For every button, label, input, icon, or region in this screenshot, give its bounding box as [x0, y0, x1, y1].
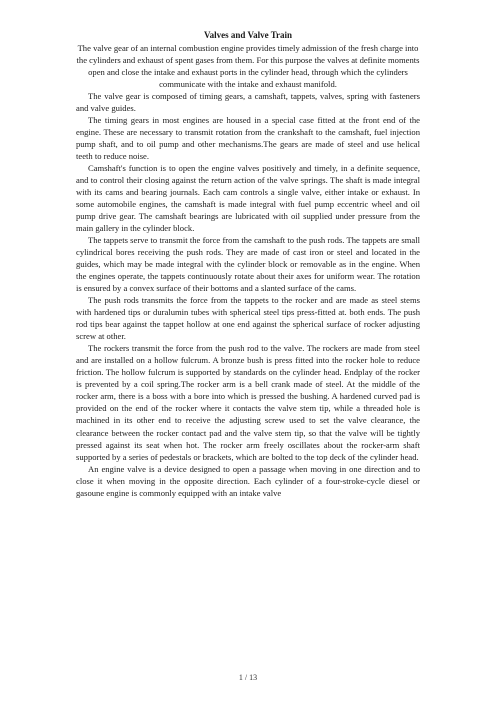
document-body [76, 29, 420, 499]
paragraph-tappets: The tappets serve to transmit the force from the camshaft to the push rods. The tappets are small cylindrical bores receiving the push rods. They are made of cast iron or steel and located in the guides, which may be made integral with the cylinder block or removable as in the engine. When the engines operate, the tappets continuously rotate about their axes for uniform wear. The rotation is ensured by a convex surface of their bottoms and a slanted surface of the cams. [76, 235, 420, 294]
intro-paragraph: The valve gear of an internal combustion engine provides timely admission of the fresh charge into the cylinders and exhaust of spent gases from them. For this purpose the valves at definite moments open and close the intake and exhaust ports in the cylinder head, through which the cylinders communicate with the intake and exhaust manifold. [76, 43, 420, 90]
paragraph-push-rods: The push rods transmits the force from the tappets to the rocker and are made as steel stems with hardened tips or duralumin tubes with spherical steel tips press-fitted at. both ends. The push rod tips bear against the tappet hollow at one end against the spherical surface of rocker adjusting screw at other. [76, 295, 420, 342]
document-title: Valves and Valve Train [203, 30, 293, 40]
paragraph-valve-gear-composition: The valve gear is composed of timing gears, a camshaft, tappets, valves, spring with fasteners and valve guides. [76, 91, 420, 114]
paragraph-timing-gears: The timing gears in most engines are housed in a special case fitted at the front end of the engine. These are necessary to transmit rotation from the crankshaft to the camshaft, fuel injection pump shaft, and to oil pump and other mechanisms.The gears are made of steel and use helical teeth to reduce noise. [76, 115, 420, 162]
page-number: 1 / 13 [238, 673, 258, 682]
paragraph-camshaft: Camshaft's function is to open the engine valves positively and timely, in a definite sequence, and to control their closing against the return action of the valve springs. The shaft is made integral with its cams and bearing journals. Each cam controls a single valve, either intake or exhaust. In some automobile engines, the camshaft is made integral with fuel pump eccentric wheel and oil pump drive gear. The camshaft bearings are lubricated with oil supplied under pressure from the main gallery in the cylinder block. [76, 163, 420, 234]
paragraph-engine-valve: An engine valve is a device designed to open a passage when moving in one direction and to close it when moving in the opposite direction. Each cylinder of a four-stroke-cycle diesel or gasoune engine is commonly equipped with an intake valve [76, 463, 420, 498]
paragraph-rockers: The rockers transmit the force from the push rod to the valve. The rockers are made from steel and are installed on a hollow fulcrum. A bronze bush is press fitted into the rocker hole to reduce friction. The hollow fulcrum is supported by standards on the cylinder head. Endplay of the rocker is prevented by a coil spring.The rocker arm is a bell crank made of steel. At the middle of the rocker arm, there is a boss with a bore into which is pressed the bushing. A hardened curved pad is provided on the end of the rocker where it contacts the valve stem tip, while a threaded hole is machined in its other end to receive the adjusting screw used to set the valve clearance, the clearance between the rocker contact pad and the valve stem tip, so that the valve will be tightly pressed against its seat when hot. The rocker arm freely oscillates about the rocker-arm shaft supported by a series of pedestals or brackets, which are bolted to the top deck of the cylinder head. [76, 343, 420, 462]
